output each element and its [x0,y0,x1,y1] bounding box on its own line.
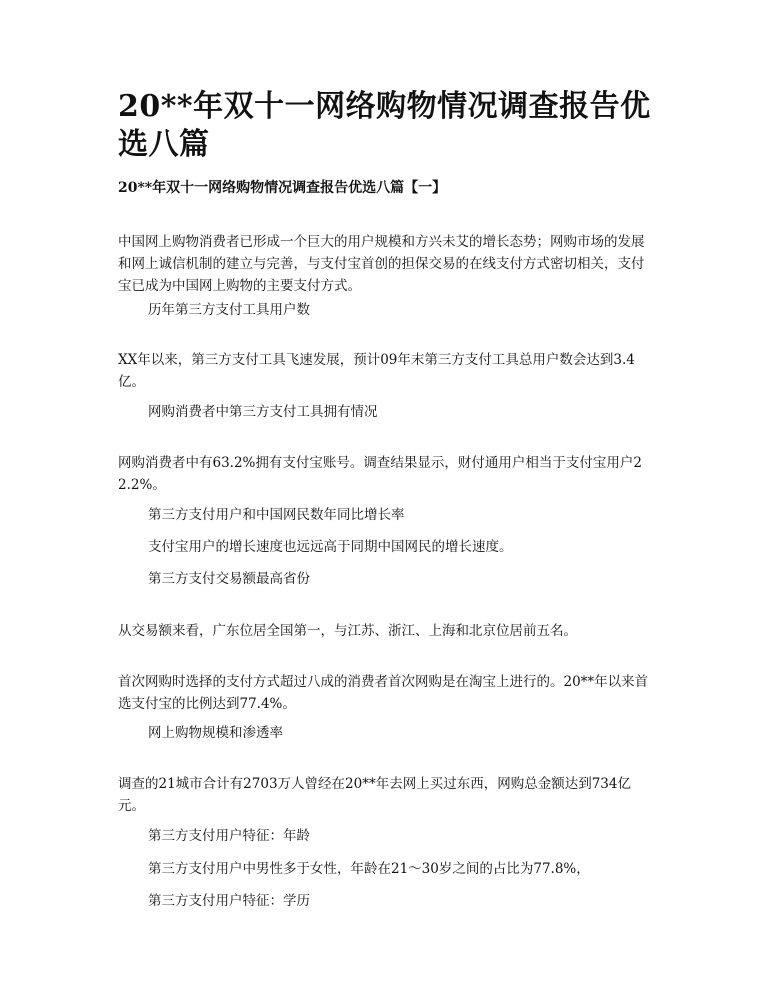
paragraph-ownership: 网购消费者中有63.2%拥有支付宝账号。调查结果显示，财付通用户相当于支付宝用户22.2%。 [118,455,642,493]
caption-ownership: 网购消费者中第三方支付工具拥有情况 [148,404,378,420]
caption-education: 第三方支付用户特征：学历 [148,893,310,909]
caption-user-count: 历年第三方支付工具用户数 [148,302,310,318]
paragraph-age: 第三方支付用户中男性多于女性，年龄在21～30岁之间的占比为77.8%， [148,861,590,877]
paragraph-growth: XX年以来，第三方支付工具飞速发展，预计09年末第三方支付工具总用户数会达到3.4亿。 [118,352,635,390]
paragraph-alipay-growth: 支付宝用户的增长速度也远远高于同期中国网民的增长速度。 [148,539,513,555]
paragraph-intro: 中国网上购物消费者已形成一个巨大的用户规模和方兴未艾的增长态势；网购市场的发展和网上诚信机制的建立与完善，与支付宝首创的担保交易的在线支付方式密切相关，支付宝已成为中国网上购物的主要支付方式。 [118,234,645,294]
caption-yoy-growth: 第三方支付用户和中国网民数年同比增长率 [148,507,405,523]
paragraph-first-payment: 首次网购时选择的支付方式超过八成的消费者首次网购是在淘宝上进行的。20**年以来首选支付宝的比例达到77.4%。 [118,674,649,712]
section-heading: 20**年双十一网络购物情况调查报告优选八篇【一】 [118,180,447,196]
paragraph-scale: 调查的21城市合计有2703万人曾经在20**年去网上买过东西，网购总金额达到734亿元。 [118,776,631,814]
caption-scale: 网上购物规模和渗透率 [148,725,283,741]
paragraph-provinces: 从交易额来看，广东位居全国第一，与江苏、浙江、上海和北京位居前五名。 [118,623,577,639]
document-title: 20**年双十一网络购物情况调查报告优选八篇 [118,89,651,162]
caption-age: 第三方支付用户特征：年龄 [148,828,310,844]
caption-top-provinces: 第三方支付交易额最高省份 [148,571,310,587]
